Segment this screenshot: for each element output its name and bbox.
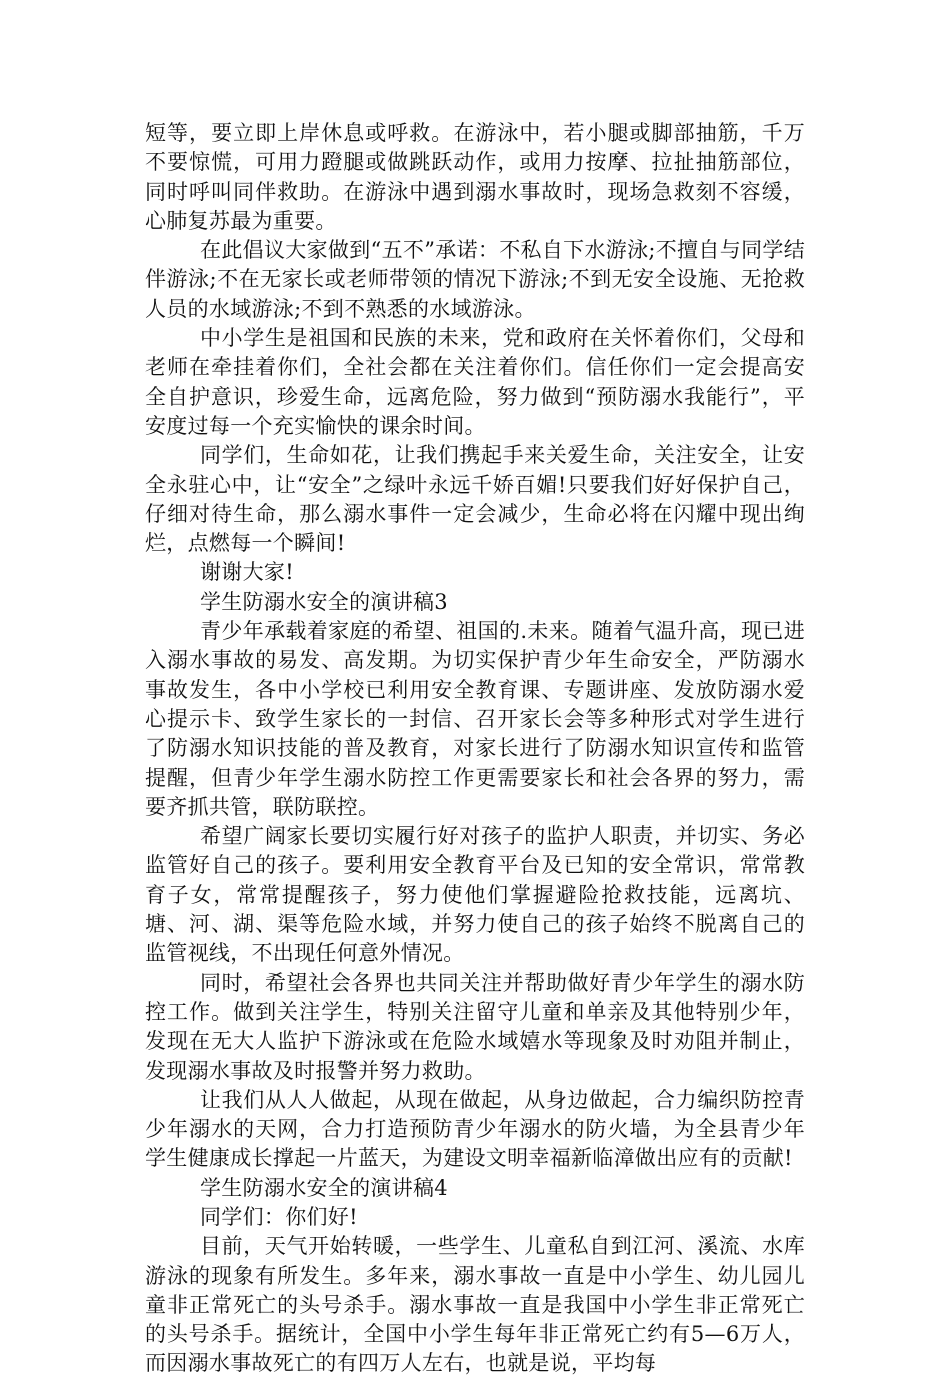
paragraph-4: 同学们，生命如花，让我们携起手来关爱生命，关注安全，让安全永驻心中，让“安全”之绿叶永远千娇百媚!只要我们好好保护自己，仔细对待生命，那么溺水事件一定会减少，生命必将在闪耀中现出绚烂，点燃每一个瞬间!: [145, 443, 805, 556]
document-page: [145, 119, 805, 1379]
paragraph-1: 短等，要立即上岸休息或呼救。在游泳中，若小腿或脚部抽筋，千万不要惊慌，可用力蹬腿或做跳跃动作，或用力按摩、拉扯抽筋部位，同时呼叫同伴救助。在游泳中遇到溺水事故时，现场急救刻不容缓，心肺复苏最为重要。: [145, 121, 805, 233]
paragraph-11: 目前，天气开始转暖，一些学生、儿童私自到江河、溪流、水库游泳的现象有所发生。多年来，溺水事故一直是中小学生、幼儿园儿童非正常死亡的头号杀手。溺水事故一直是我国中小学生非正常死亡的头号杀手。据统计，全国中小学生每年非正常死亡约有5—6万人，而因溺水事故死亡的有四万人左右，也就是说，平均每: [145, 1234, 805, 1376]
paragraph-3: 中小学生是祖国和民族的未来，党和政府在关怀着你们，父母和老师在牵挂着你们，全社会都在关注着你们。信任你们一定会提高安全自护意识，珍爱生命，远离危险，努力做到“预防溺水我能行”，平安度过每一个充实愉快的课余时间。: [145, 326, 805, 438]
paragraph-10: 同学们：你们好!: [200, 1204, 358, 1229]
paragraph-2: 在此倡议大家做到“五不”承诺：不私自下水游泳;不擅自与同学结伴游泳;不在无家长或老师带领的情况下游泳;不到无安全设施、无抢救人员的水域游泳;不到不熟悉的水域游泳。: [145, 238, 805, 321]
paragraph-6: 青少年承载着家庭的希望、祖国的.未来。随着气温升高，现已进入溺水事故的易发、高发期。为切实保护青少年生命安全，严防溺水事故发生，各中小学校已利用安全教育课、专题讲座、发放防溺水爱心提示卡、致学生家长的一封信、召开家长会等多种形式对学生进行了防溺水知识技能的普及教育，对家长进行了防溺水知识宣传和监管提醒，但青少年学生溺水防控工作更需要家长和社会各界的努力，需要齐抓共管，联防联控。: [145, 619, 805, 819]
paragraph-8: 同时，希望社会各界也共同关注并帮助做好青少年学生的溺水防控工作。做到关注学生，特别关注留守儿童和单亲及其他特别少年，发现在无大人监护下游泳或在危险水域嬉水等现象及时劝阻并制止，发现溺水事故及时报警并努力救助。: [145, 970, 805, 1083]
paragraph-5: 谢谢大家!: [200, 560, 294, 585]
section-heading-4: 学生防溺水安全的演讲稿4: [200, 1175, 448, 1200]
paragraph-7: 希望广阔家长要切实履行好对孩子的监护人职责，并切实、务必监管好自己的孩子。要利用安全教育平台及已知的安全常识，常常教育子女，常常提醒孩子，努力使他们掌握避险抢救技能，远离坑、塘、河、湖、渠等危险水域，并努力使自己的孩子始终不脱离自己的监管视线，不出现任何意外情况。: [145, 824, 805, 966]
paragraph-9: 让我们从人人做起，从现在做起，从身边做起，合力编织防控青少年溺水的天网，合力打造预防青少年溺水的防火墙，为全县青少年学生健康成长撑起一片蓝天，为建设文明幸福新临漳做出应有的贡献!: [145, 1087, 805, 1171]
section-heading-3: 学生防溺水安全的演讲稿3: [200, 589, 448, 614]
